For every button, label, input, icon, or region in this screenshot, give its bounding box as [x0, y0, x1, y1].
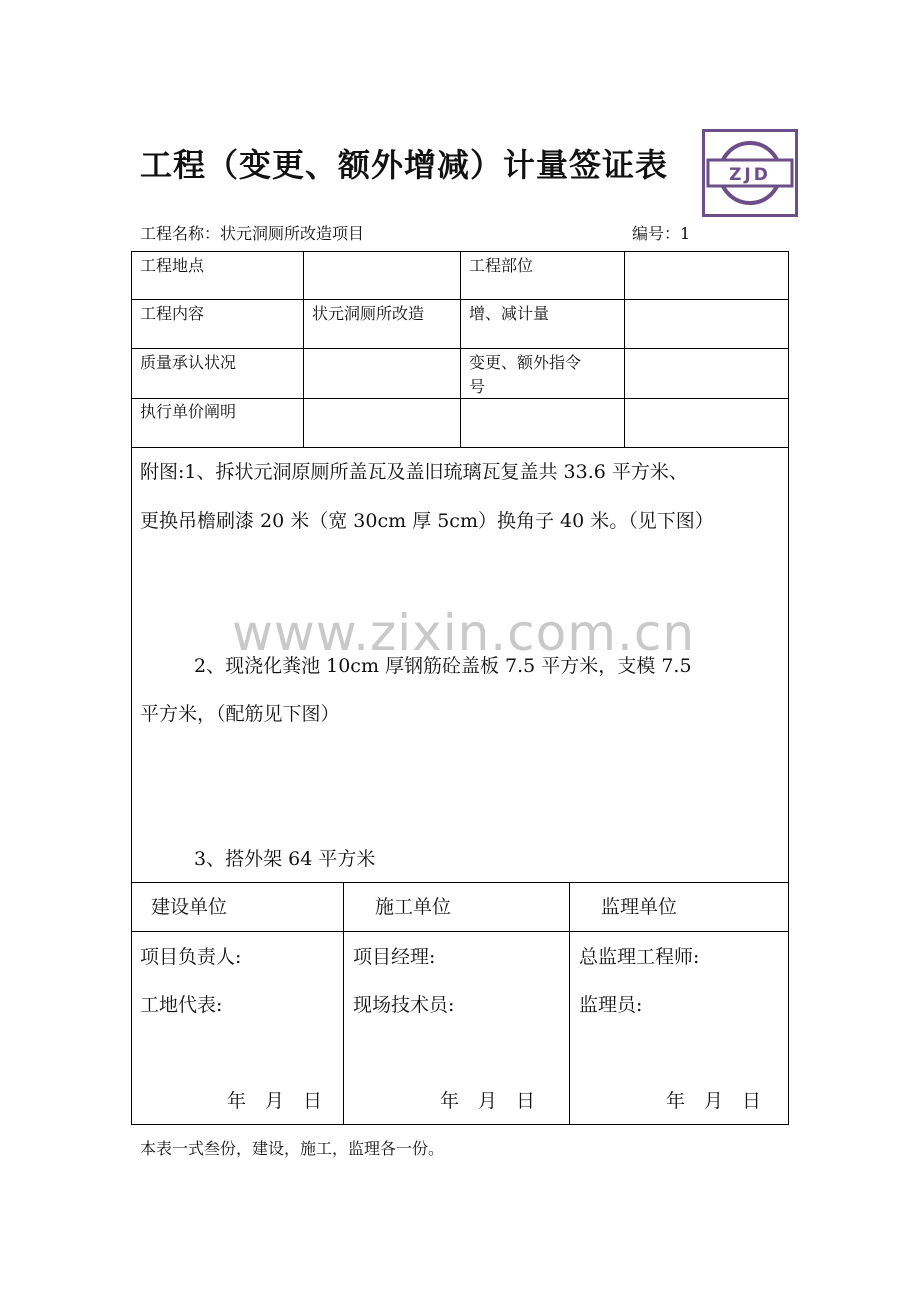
page-title: 工程（变更、额外增减）计量签证表: [140, 146, 669, 184]
quantity-label: 增、减计量: [469, 304, 550, 323]
owner-unit-header: 建设单位: [151, 896, 228, 918]
part-label: 工程部位: [469, 256, 534, 275]
supervisor-date: 年 月 日: [666, 1090, 762, 1112]
contractor-unit-header: 施工单位: [375, 896, 452, 918]
location-label: 工程地点: [140, 256, 205, 275]
chief-supervisor: 总监理工程师:: [579, 946, 700, 968]
attachment-item-2-line-1: 2、现浇化粪池 10cm 厚钢筋砼盖板 7.5 平方米，支模 7.5: [194, 655, 692, 677]
watermark: www.zixin.com.cn: [232, 604, 696, 662]
col-divider: [624, 251, 625, 447]
owner-site-rep: 工地代表:: [140, 994, 223, 1016]
row-divider: [131, 931, 789, 932]
owner-project-lead: 项目负责人:: [140, 946, 242, 968]
col-divider: [343, 882, 344, 1125]
row-divider: [131, 882, 789, 883]
supervisor: 监理员:: [579, 994, 643, 1016]
supervisor-unit-header: 监理单位: [601, 896, 678, 918]
footer-note: 本表一式叁份，建设，施工，监理各一份。: [140, 1139, 445, 1158]
content-value: 状元洞厕所改造: [312, 304, 425, 323]
quality-label: 质量承认状况: [140, 353, 237, 372]
price-label: 执行单价阐明: [140, 402, 237, 421]
row-divider: [131, 447, 789, 448]
content-label: 工程内容: [140, 304, 205, 323]
attachment-item-1-line-1: 附图:1、拆状元洞原厕所盖瓦及盖旧琉璃瓦复盖共 33.6 平方米、: [140, 461, 688, 483]
col-divider: [303, 251, 304, 447]
col-divider: [569, 882, 570, 1125]
owner-date: 年 月 日: [227, 1090, 323, 1112]
contractor-site-tech: 现场技术员:: [353, 994, 455, 1016]
contractor-project-manager: 项目经理:: [353, 946, 436, 968]
attachment-item-2-line-2: 平方米，（配筋见下图）: [140, 703, 340, 725]
serial-number: 编号：1: [632, 224, 691, 243]
svg-text:ZJD: ZJD: [729, 165, 771, 185]
attachment-item-1-line-2: 更换吊檐刷漆 20 米（宽 30cm 厚 5cm）换角子 40 米。（见下图）: [140, 510, 714, 532]
contractor-date: 年 月 日: [440, 1090, 536, 1112]
zjd-logo: [702, 129, 798, 217]
attachment-item-3: 3、搭外架 64 平方米: [194, 848, 376, 870]
order-label: 变更、额外指令号: [469, 353, 582, 396]
project-name: 工程名称：状元洞厕所改造项目: [140, 224, 365, 243]
col-divider: [460, 251, 461, 447]
